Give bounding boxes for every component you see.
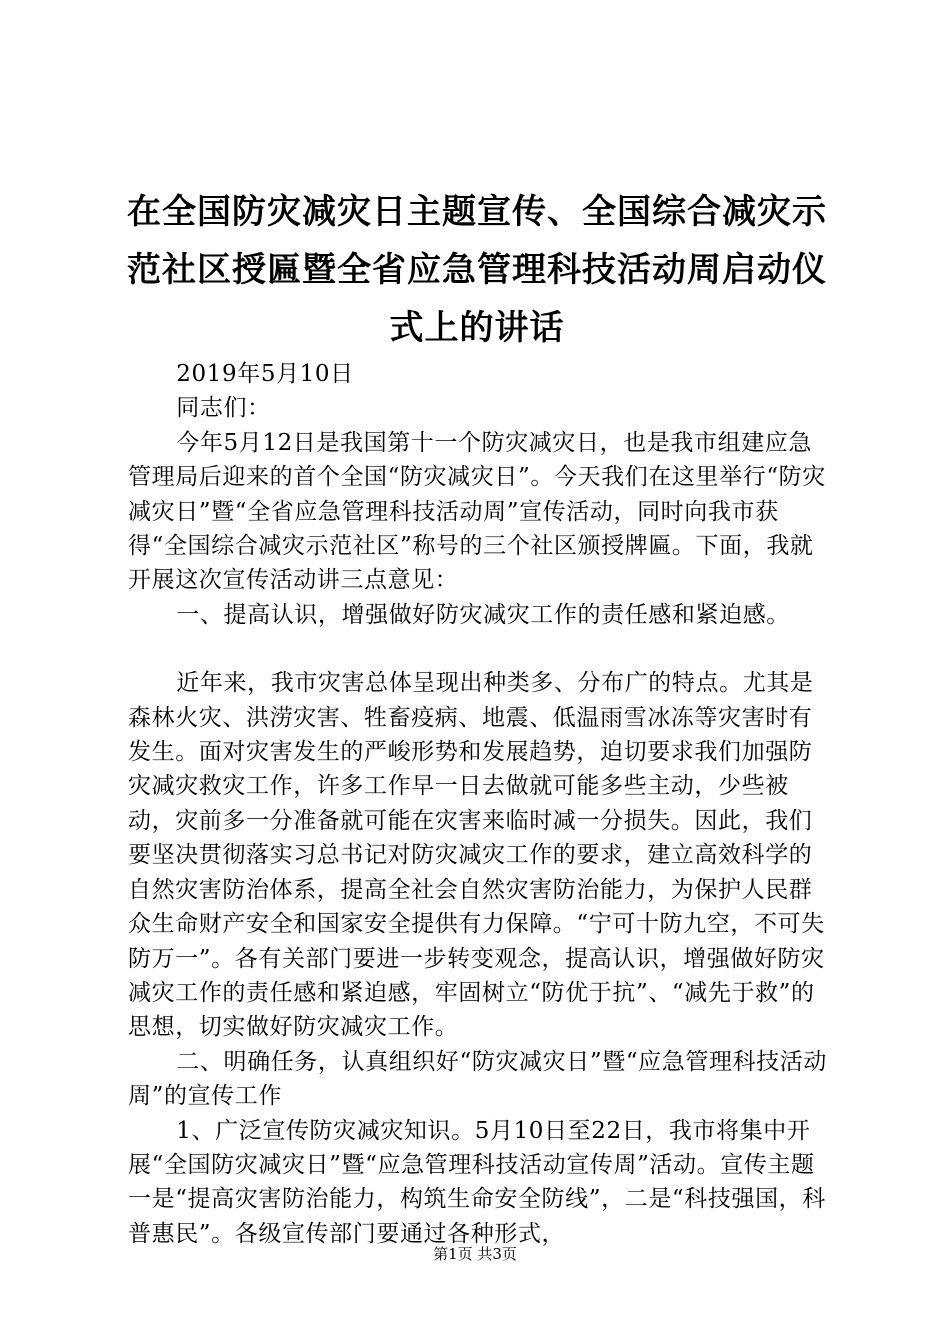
salutation: 同志们： <box>176 395 271 422</box>
paragraph-section-1: 近年来，我市灾害总体呈现出种类多、分布广的特点。尤其是森林火灾、洪涝灾害、牲畜疫病、地震、低温雨雪冰冻等灾害时有发生。面对灾害发生的严峻形势和发展趋势，迫切要求我们加强防灾减灾救灾工作，许多工作早一日去做就可能多些主动，少些被动，灾前多一分准备就可能在灾害来临时减一分损失。因此，我们要坚决贯彻落实习总书记对防灾减灾工作的要求，建立高效科学的自然灾害防治体系，提高全社会自然灾害防治能力，为保护人民群众生命财产安全和国家安全提供有力保障。“宁可十防九空，不可失防万一”。各有关部门要进一步转变观念，提高认识，增强做好防灾减灾工作的责任感和紧迫感，牢固树立“防优于抗”、“减先于救”的思想，切实做好防灾减灾工作。 <box>128 670 825 1041</box>
document-title: 在全国防灾减灾日主题宣传、全国综合减灾示范社区授匾暨全省应急管理科技活动周启动仪式上的讲话 <box>127 192 827 348</box>
section-heading-1: 一、提高认识，增强做好防灾减灾工作的责任感和紧迫感。 <box>176 601 790 628</box>
page-footer: 第1页 共3页 <box>433 1245 517 1263</box>
document-body <box>128 357 830 1251</box>
section-heading-2: 二、明确任务，认真组织好“防灾减灾日”暨“应急管理科技活动周”的宣传工作 <box>128 1048 827 1110</box>
paragraph-intro: 今年5月12日是我国第十一个防灾减灾日，也是我市组建应急管理局后迎来的首个全国“防灾减灾日”。今天我们在这里举行“防灾减灾日”暨“全省应急管理科技活动周”宣传活动，同时向我市获得“全国综合减灾示范社区”称号的三个社区颁授牌匾。下面，我就开展这次宣传活动讲三点意见： <box>128 429 826 594</box>
date-line: 2019年5月10日 <box>176 361 354 387</box>
paragraph-item-1: 1、广泛宣传防灾减灾知识。5月10日至22日，我市将集中开展“全国防灾减灾日”暨“应急管理科技活动宣传周”活动。宣传主题一是“提高灾害防治能力，构筑生命安全防线”，二是“科技强国，科普惠民”。各级宣传部门要通过各种形式， <box>128 1117 826 1247</box>
